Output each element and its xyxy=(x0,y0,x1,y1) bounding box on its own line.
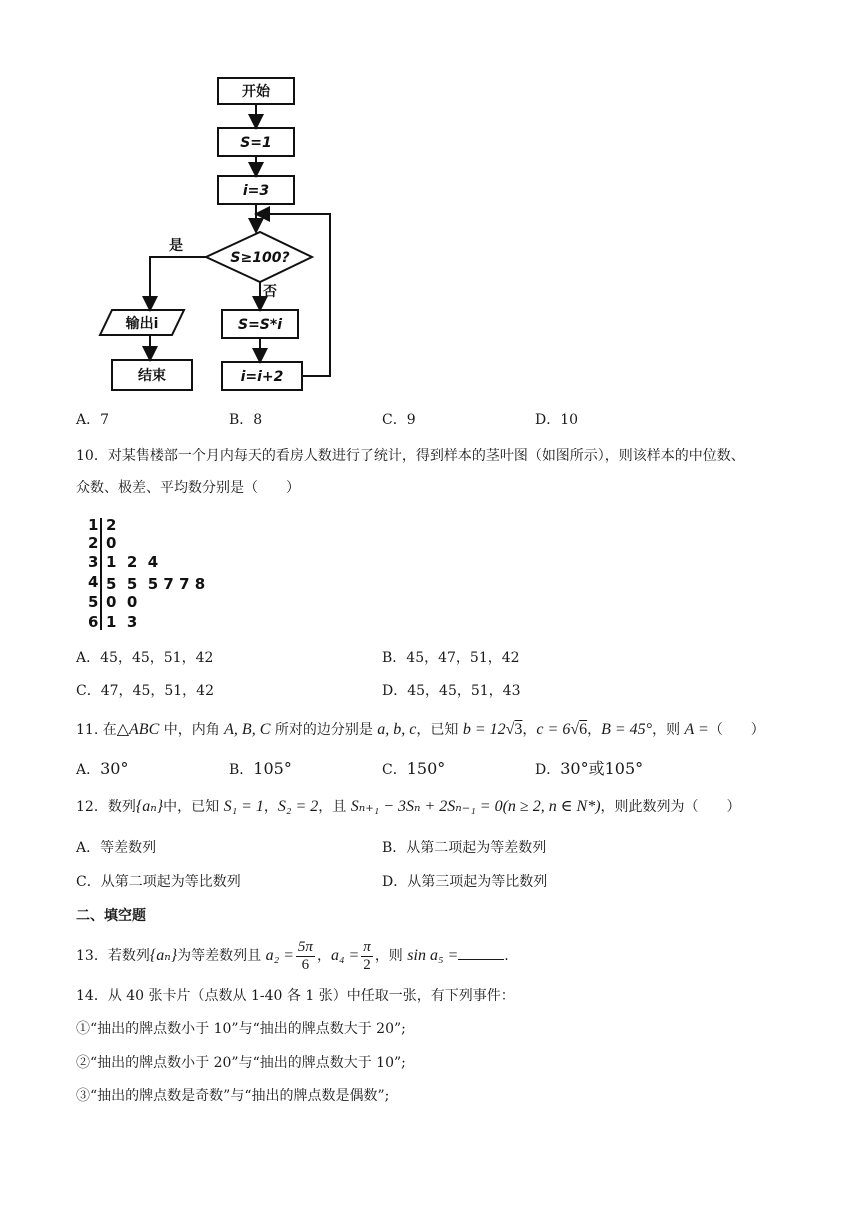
q12-option-a[interactable]: A．等差数列 xyxy=(76,840,157,856)
q9-option-a[interactable]: A．7 xyxy=(76,412,110,428)
leaf-row-4: 5 5 5 7 7 8 xyxy=(106,575,206,593)
stem-4: 4 xyxy=(88,573,99,591)
q12-option-d[interactable]: D．从第三项起为等比数列 xyxy=(382,874,548,890)
q10-option-b[interactable]: B．45，47，51，42 xyxy=(382,650,520,666)
flow-multiply-label: S=S*i xyxy=(237,317,283,333)
stem-2: 2 xyxy=(88,534,99,552)
section-fill-in-title: 二、填空题 xyxy=(76,908,146,924)
sqrt-sign: √ xyxy=(570,721,580,738)
flow-increment-label: i=i+2 xyxy=(240,369,284,385)
q11-option-c[interactable]: C．150° xyxy=(382,759,446,778)
fraction-5pi-over-6: $\frac{5\pi}{6}$ xyxy=(297,938,313,973)
answer-blank[interactable] xyxy=(458,945,504,960)
q11-option-b[interactable]: B．105° xyxy=(229,759,292,778)
flow-end-label: 结束 xyxy=(138,368,166,384)
q14-item-3: ③“抽出的牌点数是奇数”与“抽出的牌点数是偶数”; xyxy=(76,1088,390,1104)
flow-yes-label: 是 xyxy=(169,238,183,254)
leaf-row-2: 0 xyxy=(106,534,117,552)
fraction-pi-over-2: $\frac{\pi}{2}$ xyxy=(363,938,371,973)
leaf-row-1: 2 xyxy=(106,516,117,534)
q10-option-a[interactable]: A．45，45，51，42 xyxy=(76,650,214,666)
stem-3: 3 xyxy=(88,553,99,571)
q12-option-b[interactable]: B．从第二项起为等差数列 xyxy=(382,840,547,856)
q9-option-c[interactable]: C．9 xyxy=(382,412,416,428)
q11-option-a[interactable]: A．30° xyxy=(76,759,129,778)
leaf-row-6: 1 3 xyxy=(106,613,138,631)
flow-start-label: 开始 xyxy=(242,84,270,100)
stem-leaf-plot xyxy=(88,516,218,634)
q14-stem: 14．从 40 张卡片（点数从 1-40 各 1 张）中任取一张，有下列事件： xyxy=(76,988,515,1004)
leaf-row-5: 0 0 xyxy=(106,593,138,611)
stem-leaf-divider xyxy=(100,518,102,630)
q13-stem: 13．若数列{aₙ}为等差数列且 a₂ = $\frac{5\pi}{6}$ ，a₄ = $\frac{\pi}{2}$ ，则 sin a₅ = . xyxy=(76,938,509,973)
q11-stem: 11. 在△ABC 中，内角 A, B, C 所对的边分别是 a, b, c，已知 b = 12√3，c = 6√6，B = 45°，则 A =（ ） xyxy=(76,721,765,738)
leaf-row-3: 1 2 4 xyxy=(106,553,159,571)
q9-option-d[interactable]: D．10 xyxy=(535,412,579,428)
q14-item-1: ①“抽出的牌点数小于 10”与“抽出的牌点数大于 20”; xyxy=(76,1021,406,1037)
stem-6: 6 xyxy=(88,613,99,631)
flowchart-diagram xyxy=(0,0,360,400)
stem-5: 5 xyxy=(88,593,99,611)
flow-condition-label: S≥100? xyxy=(230,250,290,266)
flow-s-init-label: S=1 xyxy=(240,135,272,151)
q10-stem-line2: 众数、极差、平均数分别是（ ） xyxy=(76,480,300,496)
q10-stem-line1: 10．对某售楼部一个月内每天的看房人数进行了统计，得到样本的茎叶图（如图所示），则该样本的中位数、 xyxy=(76,448,745,464)
flow-i-init-label: i=3 xyxy=(242,183,270,199)
flow-output-label: 输出i xyxy=(125,316,159,332)
q9-option-b[interactable]: B．8 xyxy=(229,412,263,428)
q11-option-d[interactable]: D．30°或105° xyxy=(535,759,644,778)
stem-1: 1 xyxy=(88,516,99,534)
q12-stem: 12．数列{aₙ}中，已知 S₁ = 1，S₂ = 2，且 Sₙ₊₁ − 3Sₙ + 2Sₙ₋₁ = 0(n ≥ 2, n ∈ N*)，则此数列为（ ） xyxy=(76,798,741,815)
flow-no-label: 否 xyxy=(263,284,277,300)
q10-option-d[interactable]: D．45，45，51，43 xyxy=(382,683,521,699)
q14-item-2: ②“抽出的牌点数小于 20”与“抽出的牌点数大于 10”; xyxy=(76,1055,406,1071)
sqrt-sign: √ xyxy=(505,721,515,738)
q12-option-c[interactable]: C．从第二项起为等比数列 xyxy=(76,874,241,890)
q10-option-c[interactable]: C．47，45，51，42 xyxy=(76,683,214,699)
